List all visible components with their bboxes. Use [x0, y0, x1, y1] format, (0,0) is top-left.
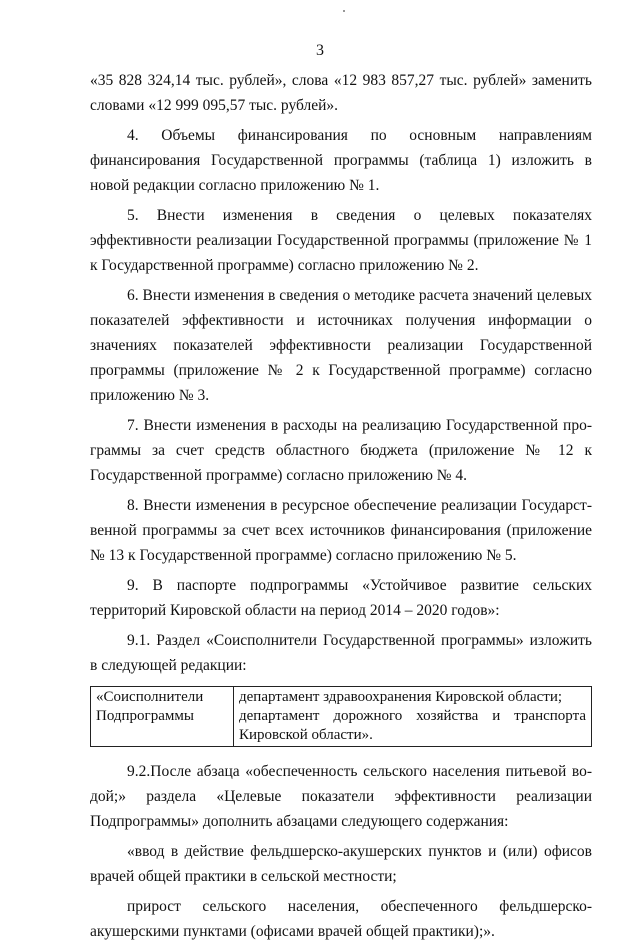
table-row	[91, 687, 592, 747]
page-number: 3	[316, 42, 324, 59]
paragraph-item-9-2: 9.2.После абзаца «обеспеченность сельского населения питьевой водой;» раздела «Целевые показатели эффективности реализации Подпрограммы» дополнить абзацами следующего содержания:	[90, 763, 592, 830]
cell-text: департамент здравоохранения Кировской области;	[239, 689, 563, 705]
coexecutors-table	[90, 686, 592, 747]
cell-text: Подпрограммы	[96, 708, 194, 724]
scan-speck	[343, 10, 345, 12]
cell-text: «Соисполнители	[96, 689, 204, 705]
paragraph-item-9: 9. В паспорте подпрограммы «Устойчивое развитие сельских территорий Кировской области на период 2014 – 2020 годов»:	[90, 577, 592, 619]
paragraph-item-9-1: 9.1. Раздел «Соисполнители Государственной программы» изложить в следующей редакции:	[90, 632, 592, 674]
paragraph-item-4: 4. Объемы финансирования по основным направлениям финансирования Государственной программы (таблица 1) изложить в новой редакции согласно приложению № 1.	[90, 127, 592, 194]
document-body	[90, 68, 592, 944]
paragraph-quote-2: прирост сельского населения, обеспеченного фельдшерско-акушерскими пунктами (офисами врачей общей практики);».	[90, 898, 592, 940]
cell-text: департамент дорожного хозяйства и транспорта Кировской области».	[239, 708, 586, 743]
paragraph-continuation: «35 828 324,14 тыс. рублей», слова «12 983 857,27 тыс. рублей» заменить словами «12 999 095,57 тыс. рублей».	[90, 72, 592, 114]
paragraph-item-7: 7. Внести изменения в расходы на реализацию Государственной программы за счет средств областного бюджета (приложение № 12 к Государственной программе) согласно приложению № 4.	[90, 417, 592, 484]
paragraph-item-6: 6. Внести изменения в сведения о методике расчета значений целевых показателей эффективности и источниках получения информации о значениях показателей эффективности реализации Государственной программы (приложение № 2 к Государственной программе) согласно приложению № 3.	[90, 287, 592, 404]
paragraph-item-8: 8. Внести изменения в ресурсное обеспечение реализации Государственной программы за счет всех источников финансирования (приложение № 13 к Государственной программе) согласно приложению № 5.	[90, 497, 592, 564]
table-cell-value	[234, 687, 592, 747]
paragraph-item-5: 5. Внести изменения в сведения о целевых показателях эффективности реализации Государственной программы (приложение № 1 к Государственной программе) согласно приложению № 2.	[90, 207, 592, 274]
paragraph-quote-1: «ввод в действие фельдшерско-акушерских пунктов и (или) офисов врачей общей практики в сельской местности;	[90, 843, 592, 885]
table-cell-label	[91, 687, 234, 747]
